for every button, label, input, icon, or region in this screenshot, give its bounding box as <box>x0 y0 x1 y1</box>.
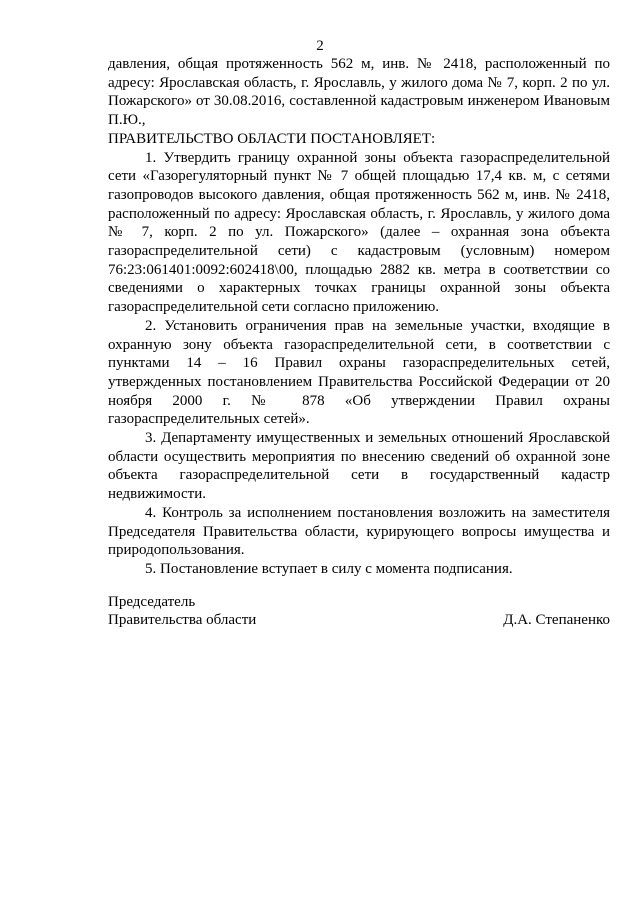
item-5-paragraph: 5. Постановление вступает в силу с момента подписания. <box>145 560 513 577</box>
item-2-paragraph: 2. Установить ограничения прав на земельные участки, входящие в охранную зону объекта газораспределительной сети, в соответствии с пунктами 14 – 16 Правил охраны газораспределительных сетей, утвержденных постановлением Правительства Российской Федерации от 20 ноября 2000 г. № 878 «Об утверждении Правил охраны газораспределительных сетей». <box>108 317 610 428</box>
page-number: 2 <box>316 38 324 54</box>
signature-row <box>108 611 610 629</box>
continuation-paragraph: давления, общая протяженность 562 м, инв. № 2418, расположенный по адресу: Ярославская область, г. Ярославль, у жилого дома № 7, корп. 2 по ул. Пожарского» от 30.08.2016, составленной кадастровым инженером Ивановым П.Ю., <box>108 56 610 129</box>
item-4-paragraph: 4. Контроль за исполнением постановления возложить на заместителя Председателя Правительства области, курирующего вопросы имущества и природопользования. <box>108 504 610 559</box>
signature-block <box>108 593 610 629</box>
signatory-title-line1: Председатель <box>108 594 196 610</box>
resolves-heading: ПРАВИТЕЛЬСТВО ОБЛАСТИ ПОСТАНОВЛЯЕТ: <box>108 130 436 147</box>
signatory-title-line2: Правительства области <box>108 612 257 628</box>
item-1-paragraph: 1. Утвердить границу охранной зоны объекта газораспределительной сети «Газорегуляторный пункт № 7 общей площадью 17,4 кв. м, с сетями газопроводов высокого давления, общая протяженность 562 м, инв. № 2418, расположенный по адресу: Ярославская область, г. Ярославль, у жилого дома № 7, корп. 2 по ул. Пожарского» (далее – охранная зона объекта газораспределительной сети) с кадастровым (условным) номером 76:23:061401:0092:602418\00, площадью 2882 кв. метра в соответствии со сведениями о характерных точках границы охранной зоны объекта газораспределительной сети согласно приложению. <box>108 149 610 316</box>
document-body <box>108 55 610 579</box>
item-3-paragraph: 3. Департаменту имущественных и земельных отношений Ярославской области осуществить мероприятия по внесению сведений об охранной зоне объекта газораспределительной сети в государственный кадастр недвижимости. <box>108 430 610 503</box>
signatory-name: Д.А. Степаненко <box>503 612 610 628</box>
